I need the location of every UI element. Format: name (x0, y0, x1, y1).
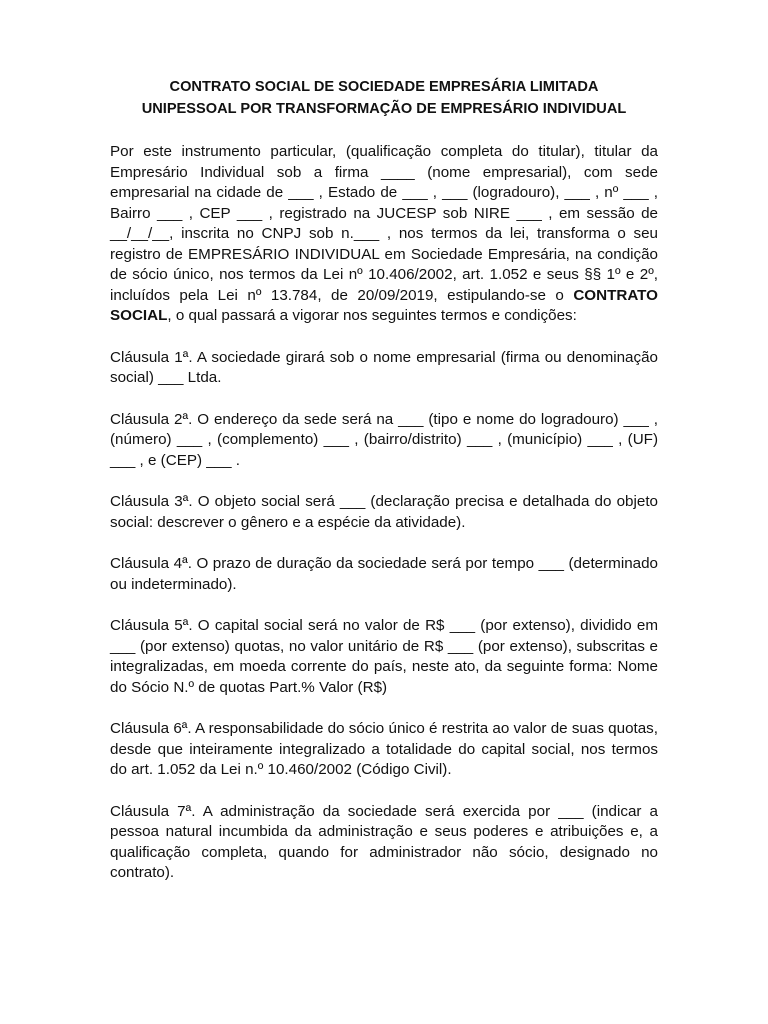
clause-4: Cláusula 4ª. O prazo de duração da sociedade será por tempo ___ (determinado ou indeterminado). (110, 555, 658, 593)
preamble-bold-text: CONTRATO SOCIAL (110, 286, 658, 324)
clause-1: Cláusula 1ª. A sociedade girará sob o nome empresarial (firma ou denominação social) ___ Ltda. (110, 348, 658, 386)
preamble-paragraph (110, 142, 658, 327)
clause-6: Cláusula 6ª. A responsabilidade do sócio único é restrita ao valor de suas quotas, desde que inteiramente integralizado a totalidade do capital social, nos termos do art. 1.052 da Lei n.º 10.460/2002 (Código Civil). (110, 720, 658, 778)
title-line-1: CONTRATO SOCIAL DE SOCIEDADE EMPRESÁRIA LIMITADA (169, 79, 599, 95)
clause-3: Cláusula 3ª. O objeto social será ___ (declaração precisa e detalhada do objeto social: descrever o gênero e a espécie da atividade). (110, 493, 658, 531)
clause-5: Cláusula 5ª. O capital social será no valor de R$ ___ (por extenso), dividido em ___ (por extenso) quotas, no valor unitário de R$ ___ (por extenso), subscritas e integralizadas, em moeda corrente do país, neste ato, da seguinte forma: Nome do Sócio N.º de quotas Part.% Valor (R$) (110, 617, 658, 696)
clause-7: Cláusula 7ª. A administração da sociedade será exercida por ___ (indicar a pessoa natural incumbida da administração e seus poderes e atribuições e, a qualificação completa, quando for administrador não sócio, designado no contrato). (110, 802, 658, 881)
document-title (110, 76, 658, 120)
preamble-text: Por este instrumento particular, (qualificação completa do titular), titular da Empresário Individual sob a firma ____ (nome empresarial), com sede empresarial na cidade de ___ , Estado de ___ , ___ (logradouro), ___ , nº ___ , Bairro ___ , CEP ___ , registrado na JUCESP sob NIRE ___ , em sessão de __/__/__, inscrita no CNPJ sob n.___ , nos termos da lei, transforma o seu registro de EMPRESÁRIO INDIVIDUAL em Sociedade Empresária, na condição de sócio único, nos termos da Lei nº 10.406/2002, art. 1.052 e seus §§ 1º e 2º, incluídos pela Lei nº 13.784, de 20/09/2019, estipulando-se o (110, 143, 658, 304)
clause-2: Cláusula 2ª. O endereço da sede será na ___ (tipo e nome do logradouro) ___ , (número) ___ , (complemento) ___ , (bairro/distrito) ___ , (município) ___ , (UF) ___ , e (CEP) ___ . (110, 410, 658, 469)
document-page (110, 76, 658, 905)
title-line-2: UNIPESSOAL POR TRANSFORMAÇÃO DE EMPRESÁRIO INDIVIDUAL (141, 101, 627, 117)
preamble-text-end: , o qual passará a vigorar nos seguintes termos e condições: (167, 307, 577, 324)
